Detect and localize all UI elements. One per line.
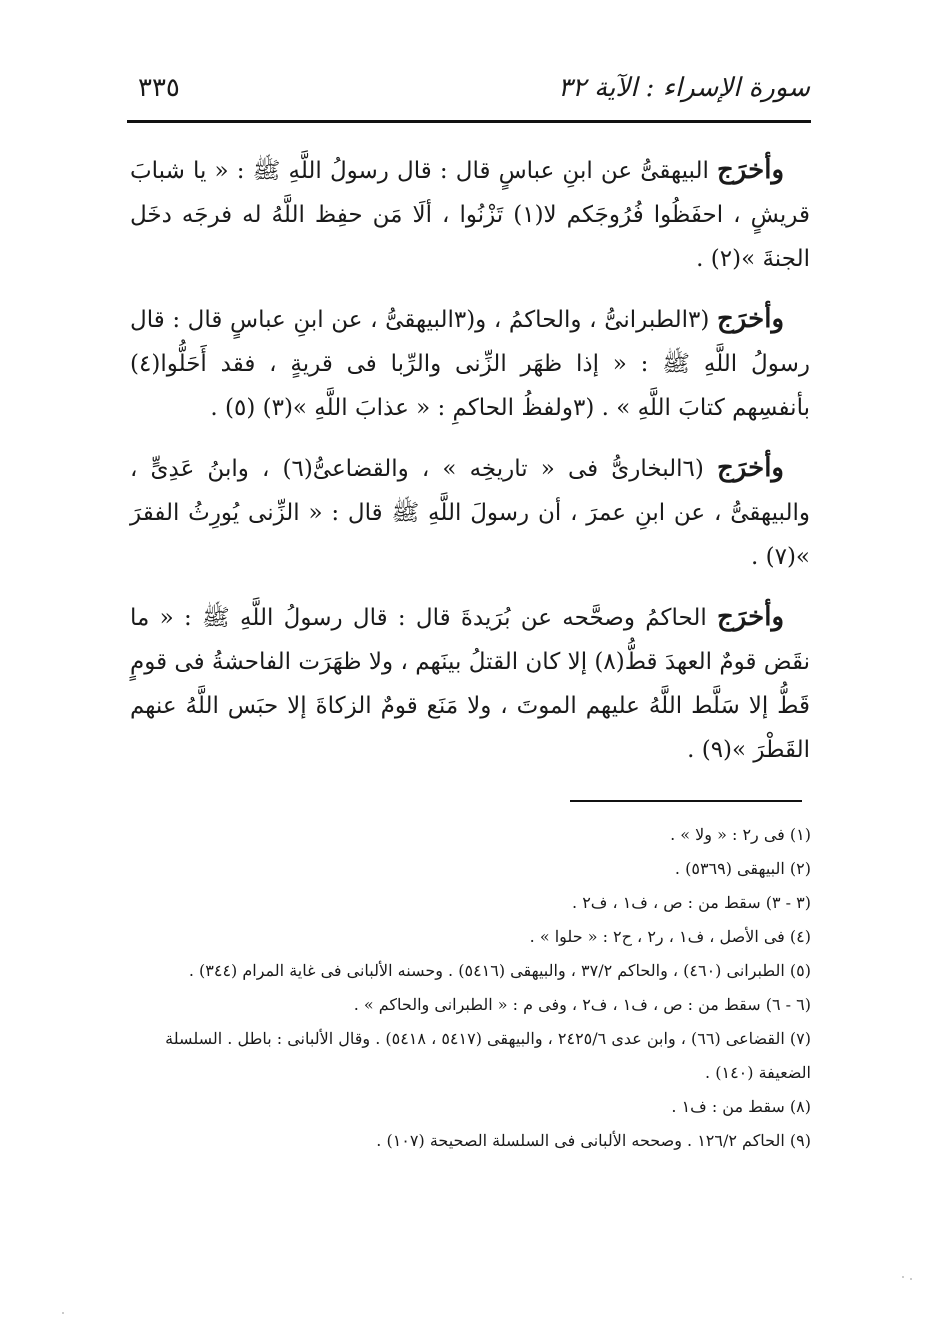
paragraph-lead: وأخرَج xyxy=(717,155,784,185)
scan-speck xyxy=(910,1278,912,1280)
footnotes xyxy=(127,818,811,1158)
scan-speck xyxy=(902,1276,904,1278)
footnote-7: (٧) القضاعى (٦٦) ، وابن عدى ٢٤٢٥/٦ ، والبيهقى (٥٤١٧ ، ٥٤١٨) . وقال الألبانى : باطل . السلسلة الضعيفة (١٤٠) . xyxy=(165,1029,811,1082)
footnote-5: (٥) الطبرانى (٤٦٠) ، والحاكم ٣٧/٢ ، والبيهقى (٥٤١٦) . وحسنه الألبانى فى غاية المرام (٣٤٤) . xyxy=(188,961,811,980)
scan-speck xyxy=(62,1312,64,1314)
paragraph-text: (٣الطبرانىُّ ، والحاكمُ ، و(٣البيهقىُّ ، عن ابنِ عباسٍ قال : قال رسولُ اللَّهِ ﷺ : « إذا ظهَر الزِّنى والرِّبا فى قريةٍ ، فقد أَحَلُّوا(٤) بأنفسِهم كتابَ اللَّهِ » . (٣ولفظُ الحاكمِ : « عذابَ اللَّهِ »(٣) (٥) . xyxy=(130,307,810,421)
footnote-2: (٢) البيهقى (٥٣٦٩) . xyxy=(674,859,811,878)
footnote-6: (٦ - ٦) سقط من : ص ، ف١ ، ف٢ ، وفى م : « الطبرانى والحاكم » . xyxy=(353,995,811,1014)
footnote-1: (١) فى ر٢ : « ولا » . xyxy=(670,825,811,844)
page-header xyxy=(130,68,810,112)
paragraph-2 xyxy=(130,297,810,430)
paragraph-lead: وأخرَج xyxy=(717,453,784,483)
footnote-9: (٩) الحاكم ١٢٦/٢ . وصححه الألبانى فى السلسلة الصحيحة (١٠٧) . xyxy=(376,1131,811,1150)
paragraph-4 xyxy=(130,595,810,772)
paragraph-3 xyxy=(130,446,810,579)
paragraph-lead: وأخرَج xyxy=(717,602,784,632)
footnote-separator xyxy=(570,800,802,802)
main-text xyxy=(130,148,810,788)
running-title: سورة الإسراء : الآية ٣٢ xyxy=(557,73,810,103)
header-rule xyxy=(127,120,811,123)
paragraph-1 xyxy=(130,148,810,281)
footnote-8: (٨) سقط من : ف١ . xyxy=(671,1097,811,1116)
page-number: ٣٣٥ xyxy=(138,73,180,103)
paragraph-lead: وأخرَج xyxy=(717,304,784,334)
footnote-3: (٣ - ٣) سقط من : ص ، ف١ ، ف٢ . xyxy=(572,893,811,912)
paragraph-text: البيهقىُّ عن ابنِ عباسٍ قال : قال رسولُ اللَّهِ ﷺ : « يا شبابَ قريشٍ ، احفَظُوا فُرُوجَكم لا(١) تَزْنُوا ، ألَا مَن حفِظ اللَّهُ له فرجَه دخَل الجنةَ »(٢) . xyxy=(130,158,810,272)
paragraph-text: (٦البخارىُّ فى « تاريخِه » ، والقضاعىُّ(٦) ، وابنُ عَدِىٍّ ، والبيهقىُّ ، عن ابنِ عمرَ ، أن رسولَ اللَّهِ ﷺ قال : « الزِّنى يُورِثُ الفقرَ »(٧) . xyxy=(130,456,810,570)
footnote-4: (٤) فى الأصل ، ف١ ، ر٢ ، ح٢ : « حلوا » . xyxy=(529,927,811,946)
paragraph-text: الحاكمُ وصحَّحه عن بُرَيدةَ قال : قال رسولُ اللَّهِ ﷺ : « ما نقَض قومٌ العهدَ قطُّ(٨) إلا كان القتلُ بينَهم ، ولا ظهَرَت الفاحشةُ فى قومٍ قَطُّ إلا سَلَّط اللَّهُ عليهم الموتَ ، ولا مَنَع قومٌ الزكاةَ إلا حبَس اللَّهُ عنهم القَطْرَ »(٩) . xyxy=(130,605,811,763)
